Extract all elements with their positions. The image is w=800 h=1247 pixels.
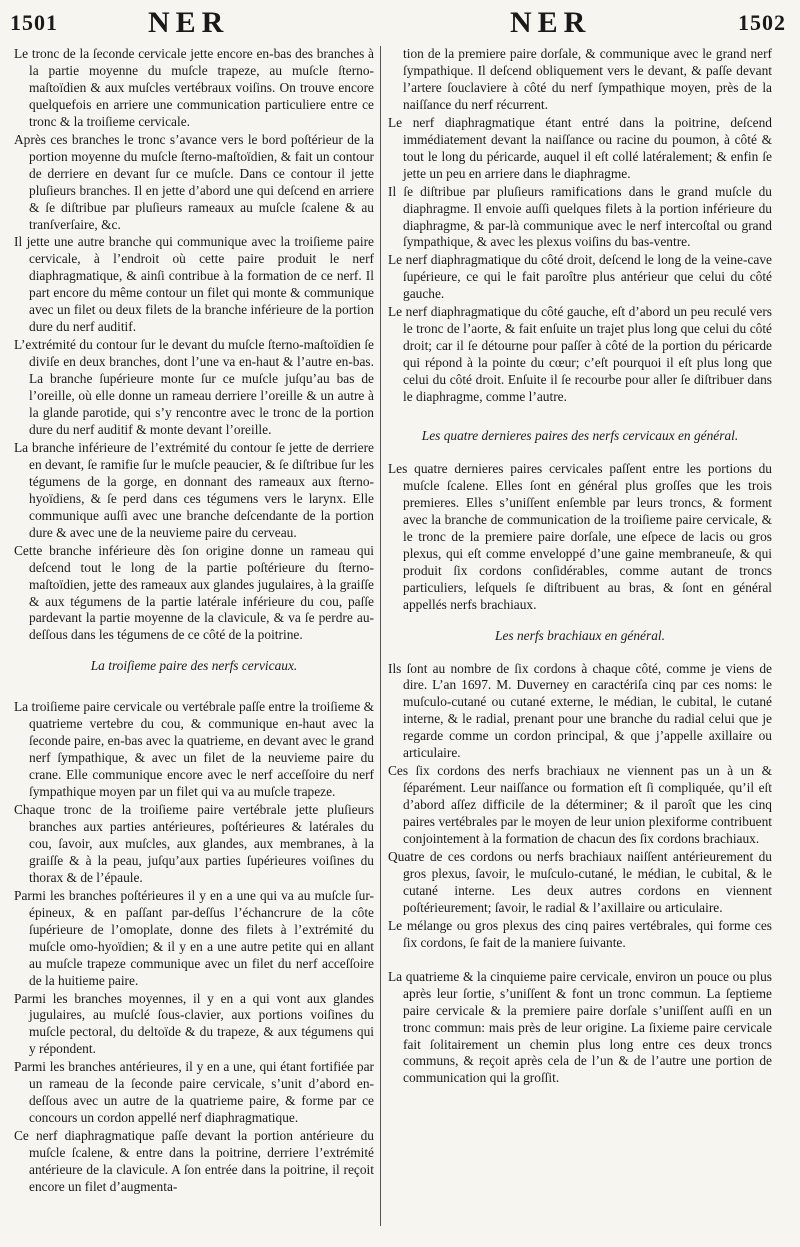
paragraph: Le tronc de la ſeconde cervicale jette encore en-bas des branches à la partie moyenne du muſcle trapeze, au muſcle ſterno-maſtoïdien & aux muſcles vertébraux voiſins. On trouve encore quelquefois en arriere une communication particuliere entre ce tronc & la troiſieme cervicale. <box>14 46 374 129</box>
paragraph: Ces ſix cordons des nerfs brachiaux ne viennent pas un à un & ſéparément. Leur naiſſance ou formation eſt ſi compliquée, qu’il eſt d’abord aſſez difficile de la déterminer; & il paroît que les cinq paires vertébrales par le moyen de leur union plexiforme contribuent conjointement à la formation de chacun des ſix cordons brachiaux. <box>388 763 772 847</box>
paragraph-continuation: tion de la premiere paire dorſale, & communique avec le grand nerf ſympathique. Il deſcend obliquement vers le devant, & paſſe devant l’artere ſouclaviere à côté du nerf ſympathique moyen, près de la naiſſance du nerf récurrent. <box>403 46 772 112</box>
column-divider <box>380 46 381 1226</box>
paragraph: Le nerf diaphragmatique étant entré dans la poitrine, deſcend immédiatement devant la naiſſance ou racine du poumon, à côté & tout le long du péricarde, auquel il eſt collé latéralement; & enfin ſe jette un peu en arriere dans le diaphragme. <box>388 114 772 181</box>
paragraph: La troiſieme paire cervicale ou vertébrale paſſe entre la troiſieme & quatrieme vertebre du cou, & communique en-haut avec la ſeconde paire, en-bas avec la quatrieme, en devant avec le grand nerf ſympathique, & avec un filet de la neuvieme paire du crane. Elle communique encore avec le nerf acceſſoire du nerf ſympathique moyen par un filet qui va au muſcle trapeze. <box>14 699 374 800</box>
section-heading: Les nerfs brachiaux en général. <box>495 627 665 643</box>
paragraph: Il jette une autre branche qui communique avec la troiſieme paire cervicale, à l’endroit où cette paire produit le nerf diaphragmatique, & ainſi contribue à la formation de ce nerf. Il part encore du même contour un filet qui monte & communique avec un filet ou deux filets de la branche inférieure de la portion dure du nerf auditif. <box>14 234 374 335</box>
page-number-left: 1501 <box>10 10 58 35</box>
right-column <box>388 46 772 1238</box>
paragraph: La quatrieme & la cinquieme paire cervicale, environ un pouce ou plus après leur ſortie, s’uniſſent & font un tronc commun. La ſeptieme paire cervicale & la premiere paire dorſale s’uniſſent auſſi en un tronc commun: mais près de leur origine. La ſixieme paire cervicale fait ſolitairement un chemin plus long entre ces deux troncs communs, & reçoit après cela de l’un & de l’autre une portion de communication qui la groſſit. <box>388 968 772 1086</box>
paragraph: Parmi les branches poſtérieures il y en a une qui va au muſcle ſur-épineux, & en paſſant par-deſſus l’échancrure de la côte ſupérieure de l’omoplate, donne des filets à l’extrémité du muſcle omo-hyoïdien; & il y en a une autre petite qui en allant au muſcle trapeze communique avec un filet du nerf acceſſoire de la huitieme paire. <box>14 887 374 988</box>
paragraph: Parmi les branches antérieures, il y en a une, qui étant fortifiée par un rameau de la ſeconde paire cervicale, s’unit d’abord en-deſſous avec un autre de la quatrieme paire, & forme par ce concours un cordon appellé nerf diaphragmatique. <box>14 1059 374 1126</box>
paragraph: Ce nerf diaphragmatique paſſe devant la portion antérieure du muſcle ſcalene, & entre dans la poitrine, derriere l’extrémité antérieure de la clavicule. A ſon entrée dans la poitrine, il reçoit encore un filet d’augmenta- <box>14 1128 374 1194</box>
paragraph: Chaque tronc de la troiſieme paire vertébrale jette pluſieurs branches aux parties antérieures, poſtérieures & latérales du cou, ſavoir, aux muſcles, aux glandes, aux membranes, à la graiſſe & à la peau, juſqu’aux parties ſupérieures voiſines du thorax & de l’épaule. <box>14 802 374 885</box>
running-title-left: NER <box>148 6 230 39</box>
paragraph: Le mélange ou gros plexus des cinq paires vertébrales, qui forme ces ſix cordons, ſe fait de la maniere ſuivante. <box>388 917 772 950</box>
paragraph: L’extrémité du contour ſur le devant du muſcle ſterno-maſtoïdien ſe diviſe en deux branches, dont l’une va en-haut & l’autre en-bas. La branche ſupérieure monte ſur ce muſcle juſqu’au bas de l’oreille, où elle donne un rameau derriere l’oreille & un autre à la glande parotide, qui s’y rencontre avec le tronc de la portion dure du nerf auditif & monte devant l’oreille. <box>14 337 374 437</box>
page-number-right: 1502 <box>738 10 786 35</box>
paragraph: Ils ſont au nombre de ſix cordons à chaque côté, comme je viens de dire. L’an 1697. M. Duverney en caractériſa cinq par ces noms: le muſculo-cutané ou cutané externe, le médian, le cubital, le cutané interne, & le radial, prenant pour une branche du radial celui que je regarde comme un cordon principal, & que j’appelle axillaire ou articulaire. <box>388 660 772 761</box>
paragraph: Les quatre dernieres paires cervicales paſſent entre les portions du muſcle ſcalene. Elles ſont en général plus groſſes que les trois premieres. Elles s’uniſſent enſemble par leurs troncs, & forment avec la branche de communication de la troiſieme paire cervicale, & le tronc de la premiere paire dorſale, une eſpece de lacis ou gros plexus, qui eſt comme enveloppé d’une gaine membraneuſe, & qui produit ſix cordons conſidérables, comme autant de troncs particuliers, leſquels ſe diſtribuent au bras, & ſont en général appellés nerfs brachiaux. <box>388 460 772 612</box>
paragraph: Le nerf diaphragmatique du côté droit, deſcend le long de la veine-cave ſupérieure, ce qui le fait paroître plus antérieur que celui du côté gauche. <box>388 252 772 302</box>
paragraph: Cette branche inférieure dès ſon origine donne un rameau qui deſcend tout le long de la partie poſtérieure du ſterno-maſtoïdien, jette des rameaux aux glandes jugulaires, à la graiſſe & aux tégumens de la partie latérale inférieure du cou, paſſe pardevant la partie moyenne de la clavicule, & va ſe perdre au-deſſous dans les tégumens de ce côté de la poitrine. <box>14 542 374 643</box>
paragraph: Après ces branches le tronc s’avance vers le bord poſtérieur de la portion moyenne du muſcle ſterno-maſtoïdien, & fait un contour de derriere en devant ſur ce muſcle. Dans ce contour il jette pluſieurs branches. Il en jette d’abord une qui deſcend en arriere & ſe diſtribue par pluſieurs rameaux au muſcle ſcalene & au tranſverſaire, &c. <box>14 131 374 232</box>
running-header <box>0 6 800 46</box>
section-heading: La troiſieme paire des nerfs cervicaux. <box>90 658 298 674</box>
running-title-right: NER <box>510 6 592 39</box>
paragraph: Il ſe diſtribue par pluſieurs ramifications dans le grand muſcle du diaphragme. Il envoie auſſi quelques filets à la portion inférieure du diaphragme, & par-là communique avec le nerf intercoſtal ou grand ſympathique, & avec les plexus voiſins du bas-ventre. <box>388 183 772 250</box>
paragraph: Quatre de ces cordons ou nerfs brachiaux naiſſent antérieurement du gros plexus, ſavoir, le muſculo-cutané, le médian, le cubital, & le cutané interne. Les deux autres cordons en viennent poſtérieurement; ſavoir, le radial & l’axillaire ou articulaire. <box>388 848 772 915</box>
left-column <box>14 46 374 1238</box>
paragraph: La branche inférieure de l’extrémité du contour ſe jette de derriere en devant, ſe ramifie ſur le muſcle peaucier, & ſe diſtribue ſur les tégumens de la gorge, en donnant des rameaux aux ſterno-hyoïdiens, & ſe perd dans ces tégumens vers le larynx. Elle communique auſſi avec une branche deſcendante de la portion dure & avec une de la neuvieme paire du cerveau. <box>14 439 374 540</box>
paragraph: Parmi les branches moyennes, il y en a qui vont aux glandes jugulaires, au muſclé ſous-clavier, aux portions voiſines du muſcle pectoral, du deltoïde & du trapeze, & aux tégumens qui y répondent. <box>14 990 374 1057</box>
paragraph: Le nerf diaphragmatique du côté gauche, eſt d’abord un peu reculé vers le tronc de l’aorte, & fait enſuite un trajet plus long que celui du côté droit; car il ſe détourne pour paſſer à côté de la portion du péricarde qui répond à la pointe du cœur; c’eſt pourquoi il eſt plus long que celui du côté droit. Enſuite il ſe recourbe pour aller ſe diſtribuer dans le diaphragme, comme l’autre. <box>388 304 772 405</box>
paragraph-gap <box>388 953 772 969</box>
section-heading: Les quatre dernieres paires des nerfs cervicaux en général. <box>421 428 739 444</box>
